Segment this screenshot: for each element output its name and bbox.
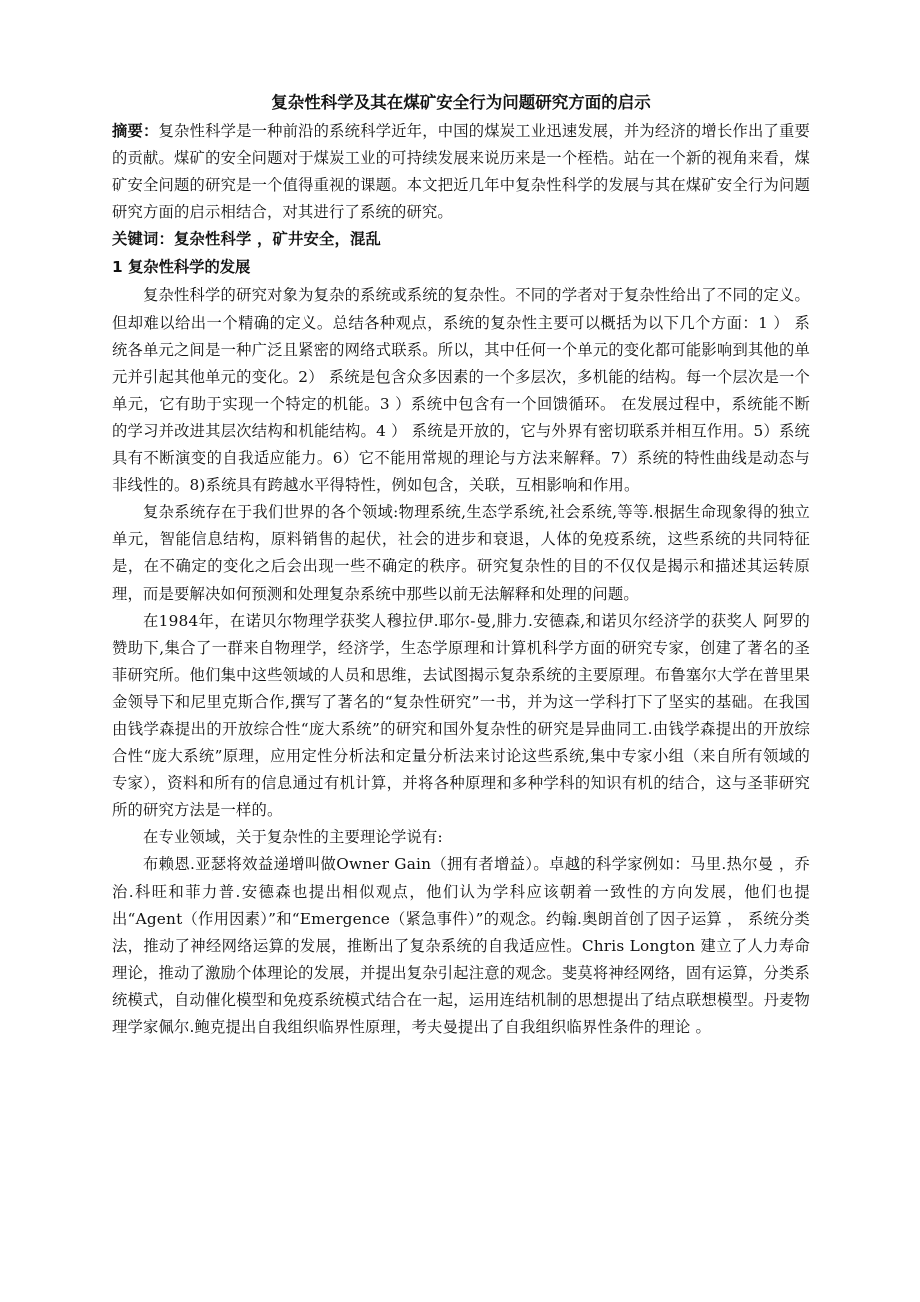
document-title: 复杂性科学及其在煤矿安全行为问题研究方面的启示 [271,93,651,112]
body-paragraph: 布赖恩.亚瑟将效益递增叫做Owner Gain（拥有者增益）。卓越的科学家例如：马里.热尔曼 ，乔治.科旺和菲力普.安德森也提出相似观点，他们认为学科应该朝着一致性的方向发展，他们也提出“Agent（作用因素）”和“Emergence（紧急事件）”的观念。约翰.奥朗首创了因子运算 ， 系统分类法，推动了神经网络运算的发展，推断出了复杂系统的自我适应性。Chris Longton 建立了人力寿命理论，推动了激励个体理论的发展，并提出复杂引起注意的观念。斐莫将神经网络，固有运算，分类系统模式，自动催化模型和免疫系统模式结合在一起，运用连结机制的思想提出了结点联想模型。丹麦物理学家佩尔.鲍克提出自我组织临界性原理，考夫曼提出了自我组织临界性条件的理论 。 [112,855,810,1036]
document-page [112,88,810,1041]
section-heading: 1 复杂性科学的发展 [112,258,251,277]
body-paragraph: 复杂系统存在于我们世界的各个领域:物理系统,生态学系统,社会系统,等等.根据生命现象得的独立单元，智能信息结构，原料销售的起伏，社会的进步和衰退，人体的免疫系统，这些系统的共同特征是，在不确定的变化之后会出现一些不确定的秩序。研究复杂性的目的不仅仅是揭示和描述其运转原理，而是要解决如何预测和处理复杂系统中那些以前无法解释和处理的问题。 [112,503,810,603]
body-paragraph: 在1984年，在诺贝尔物理学获奖人穆拉伊.耶尔-曼,腓力.安德森,和诺贝尔经济学的获奖人 阿罗的赞助下,集合了一群来自物理学，经济学，生态学原理和计算机科学方面的研究专家，创建了著名的圣菲研究所。他们集中这些领域的人员和思维，去试图揭示复杂系统的主要原理。布鲁塞尔大学在普里果金领导下和尼里克斯合作,撰写了著名的“复杂性研究”一书，并为这一学科打下了坚实的基础。在我国由钱学森提出的开放综合性“庞大系统”的研究和国外复杂性的研究是异曲同工.由钱学森提出的开放综合性“庞大系统”原理，应用定性分析法和定量分析法来讨论这些系统,集中专家小组（来自所有领域的专家），资料和所有的信息通过有机计算，并将各种原理和多种学科的知识有机的结合，这与圣菲研究所的研究方法是一样的。 [112,611,810,820]
abstract-label: 摘要： [112,122,159,140]
abstract-paragraph [112,118,810,226]
abstract-text: 复杂性科学是一种前沿的系统科学近年，中国的煤炭工业迅速发展，并为经济的增长作出了重要的贡献。煤矿的安全问题对于煤炭工业的可持续发展来说历来是一个桎梏。站在一个新的视角来看，煤矿安全问题的研究是一个值得重视的课题。本文把近几年中复杂性科学的发展与其在煤矿安全行为问题研究方面的启示相结合，对其进行了系统的研究。 [112,122,811,222]
keywords-label: 关键词： [112,230,174,249]
body-paragraph: 复杂性科学的研究对象为复杂的系统或系统的复杂性。不同的学者对于复杂性给出了不同的定义。但却难以给出一个精确的定义。总结各种观点，系统的复杂性主要可以概括为以下几个方面：1 ） 系统各单元之间是一种广泛且紧密的网络式联系。所以，其中任何一个单元的变化都可能影响到其他的单元并引起其他单元的变化。2） 系统是包含众多因素的一个多层次，多机能的结构。每一个层次是一个单元，它有助于实现一个特定的机能。3 ）系统中包含有一个回馈循环。 在发展过程中，系统能不断的学习并改进其层次结构和机能结构。4 ） 系统是开放的，它与外界有密切联系并相互作用。5）系统具有不断演变的自我适应能力。6）它不能用常规的理论与方法来解释。7）系统的特性曲线是动态与非线性的。8)系统具有跨越水平得特性，例如包含，关联，互相影响和作用。 [112,286,810,495]
body-paragraph: 在专业领域，关于复杂性的主要理论学说有: [143,828,443,847]
keywords-paragraph [112,226,810,253]
keywords-text: 复杂性科学 ，矿井安全，混乱 [174,230,381,249]
